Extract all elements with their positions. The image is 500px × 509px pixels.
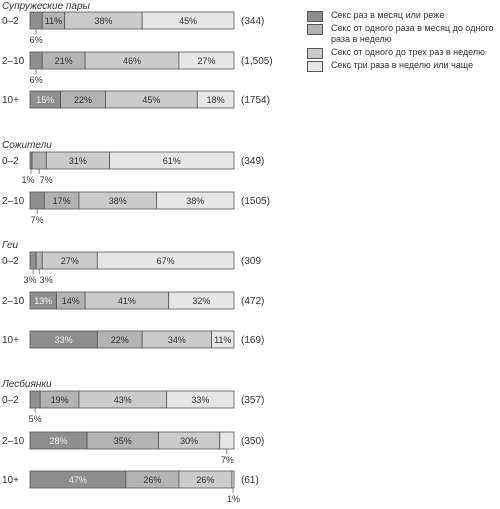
data-label-month-to-week: 19% <box>50 395 69 405</box>
bar-segment-month-to-week <box>32 152 46 169</box>
row-label: 0–2 <box>2 156 19 167</box>
data-label-three-plus-week: 38% <box>186 196 205 206</box>
sample-size-label: (350) <box>241 436 265 447</box>
data-label-month-to-week: 35% <box>113 436 132 446</box>
sample-size-label: (344) <box>241 16 265 27</box>
data-label-three-plus-week: 32% <box>192 296 211 306</box>
bar-segment-monthly-or-less <box>30 52 42 69</box>
data-label-one-to-three-week: 26% <box>196 475 215 485</box>
data-label-three-plus-week: 45% <box>179 16 198 26</box>
data-label-three-plus-week: 67% <box>156 256 175 266</box>
legend-swatch-one-to-three-week <box>307 48 323 59</box>
row-label: 0–2 <box>2 395 19 406</box>
legend-swatch-month-to-week <box>307 24 323 35</box>
legend-item-month-to-week <box>305 23 495 45</box>
group-title: Лесбиянки <box>2 379 52 390</box>
data-label-three-plus-week: 18% <box>206 95 225 105</box>
data-label-month-to-week: 22% <box>74 95 93 105</box>
legend-swatch-three-plus-week <box>307 61 323 72</box>
data-label-monthly-or-less: 3% <box>23 275 37 285</box>
legend-item-monthly-or-less <box>305 10 495 21</box>
data-label-one-to-three-week: 43% <box>113 395 132 405</box>
data-label-three-plus-week: 33% <box>191 395 210 405</box>
data-label-monthly-or-less: 7% <box>30 215 44 225</box>
legend-label-three-plus-week: Секс три раза в неделю или чаще <box>331 60 474 70</box>
sample-size-label: (61) <box>241 475 259 486</box>
legend-label-monthly-or-less: Секс раз в месяц или реже <box>331 10 445 20</box>
sample-size-label: (309 <box>241 256 262 267</box>
bar-segment-monthly-or-less <box>30 12 42 29</box>
row-label: 2–10 <box>2 56 25 67</box>
bar-segment-monthly-or-less <box>30 192 44 209</box>
data-label-month-to-week: 22% <box>110 335 129 345</box>
sample-size-label: (1754) <box>241 95 270 106</box>
row-label: 10+ <box>2 335 19 346</box>
row-label: 10+ <box>2 95 19 106</box>
data-label-three-plus-week: 27% <box>197 56 216 66</box>
row-label: 0–2 <box>2 16 19 27</box>
sample-size-label: (169) <box>241 335 265 346</box>
data-label-month-to-week: 14% <box>61 296 80 306</box>
bar-segment-monthly-or-less <box>30 252 36 269</box>
bar-segment-three-plus-week <box>220 432 234 449</box>
data-label-three-plus-week: 61% <box>162 156 181 166</box>
data-label-one-to-three-week: 27% <box>60 256 79 266</box>
bar-segment-three-plus-week <box>232 471 234 488</box>
group-title: Супружеские пары <box>2 1 90 12</box>
data-label-one-to-three-week: 38% <box>94 16 113 26</box>
data-label-month-to-week: 26% <box>143 475 162 485</box>
data-label-monthly-or-less: 13% <box>34 296 53 306</box>
data-label-three-plus-week: 7% <box>220 455 234 465</box>
data-label-one-to-three-week: 34% <box>167 335 186 345</box>
data-label-month-to-week: 21% <box>54 56 73 66</box>
data-label-monthly-or-less: 5% <box>28 414 42 424</box>
data-label-monthly-or-less: 15% <box>36 95 55 105</box>
group-title: Геи <box>2 240 19 251</box>
legend-item-one-to-three-week <box>305 47 495 58</box>
data-label-one-to-three-week: 45% <box>142 95 161 105</box>
data-label-one-to-three-week: 31% <box>68 156 87 166</box>
data-label-monthly-or-less: 6% <box>29 75 43 85</box>
bar-segment-monthly-or-less <box>30 391 40 408</box>
legend-item-three-plus-week <box>305 60 495 71</box>
legend-swatch-monthly-or-less <box>307 11 323 22</box>
data-label-month-to-week: 7% <box>39 175 53 185</box>
data-label-monthly-or-less: 33% <box>54 335 73 345</box>
bar-segment-month-to-week <box>36 252 42 269</box>
sample-size-label: (357) <box>241 395 265 406</box>
legend <box>305 10 495 73</box>
row-label: 2–10 <box>2 196 25 207</box>
data-label-one-to-three-week: 30% <box>180 436 199 446</box>
sample-size-label: (1,505) <box>241 56 273 67</box>
data-label-monthly-or-less: 1% <box>21 175 35 185</box>
sample-size-label: (349) <box>241 156 265 167</box>
legend-label-month-to-week: Секс от одного раза в месяц до одного раза в неделю <box>331 23 494 44</box>
group-title: Сожители <box>2 140 52 151</box>
data-label-three-plus-week: 11% <box>214 335 232 345</box>
row-label: 0–2 <box>2 256 19 267</box>
data-label-one-to-three-week: 41% <box>117 296 136 306</box>
data-label-one-to-three-week: 46% <box>122 56 142 66</box>
row-label: 2–10 <box>2 296 25 307</box>
data-label-monthly-or-less: 6% <box>29 35 43 45</box>
data-label-three-plus-week: 1% <box>226 494 240 504</box>
data-label-month-to-week: 3% <box>39 275 53 285</box>
legend-label-one-to-three-week: Секс от одного до трех раз в неделю <box>331 47 485 57</box>
data-label-one-to-three-week: 38% <box>108 196 127 206</box>
sample-size-label: (472) <box>241 296 265 307</box>
data-label-monthly-or-less: 28% <box>49 436 68 446</box>
data-label-monthly-or-less: 47% <box>68 475 87 485</box>
row-label: 10+ <box>2 475 19 486</box>
sample-size-label: (1505) <box>241 196 270 207</box>
data-label-month-to-week: 17% <box>52 196 71 206</box>
data-label-month-to-week: 11% <box>44 16 63 26</box>
row-label: 2–10 <box>2 436 25 447</box>
